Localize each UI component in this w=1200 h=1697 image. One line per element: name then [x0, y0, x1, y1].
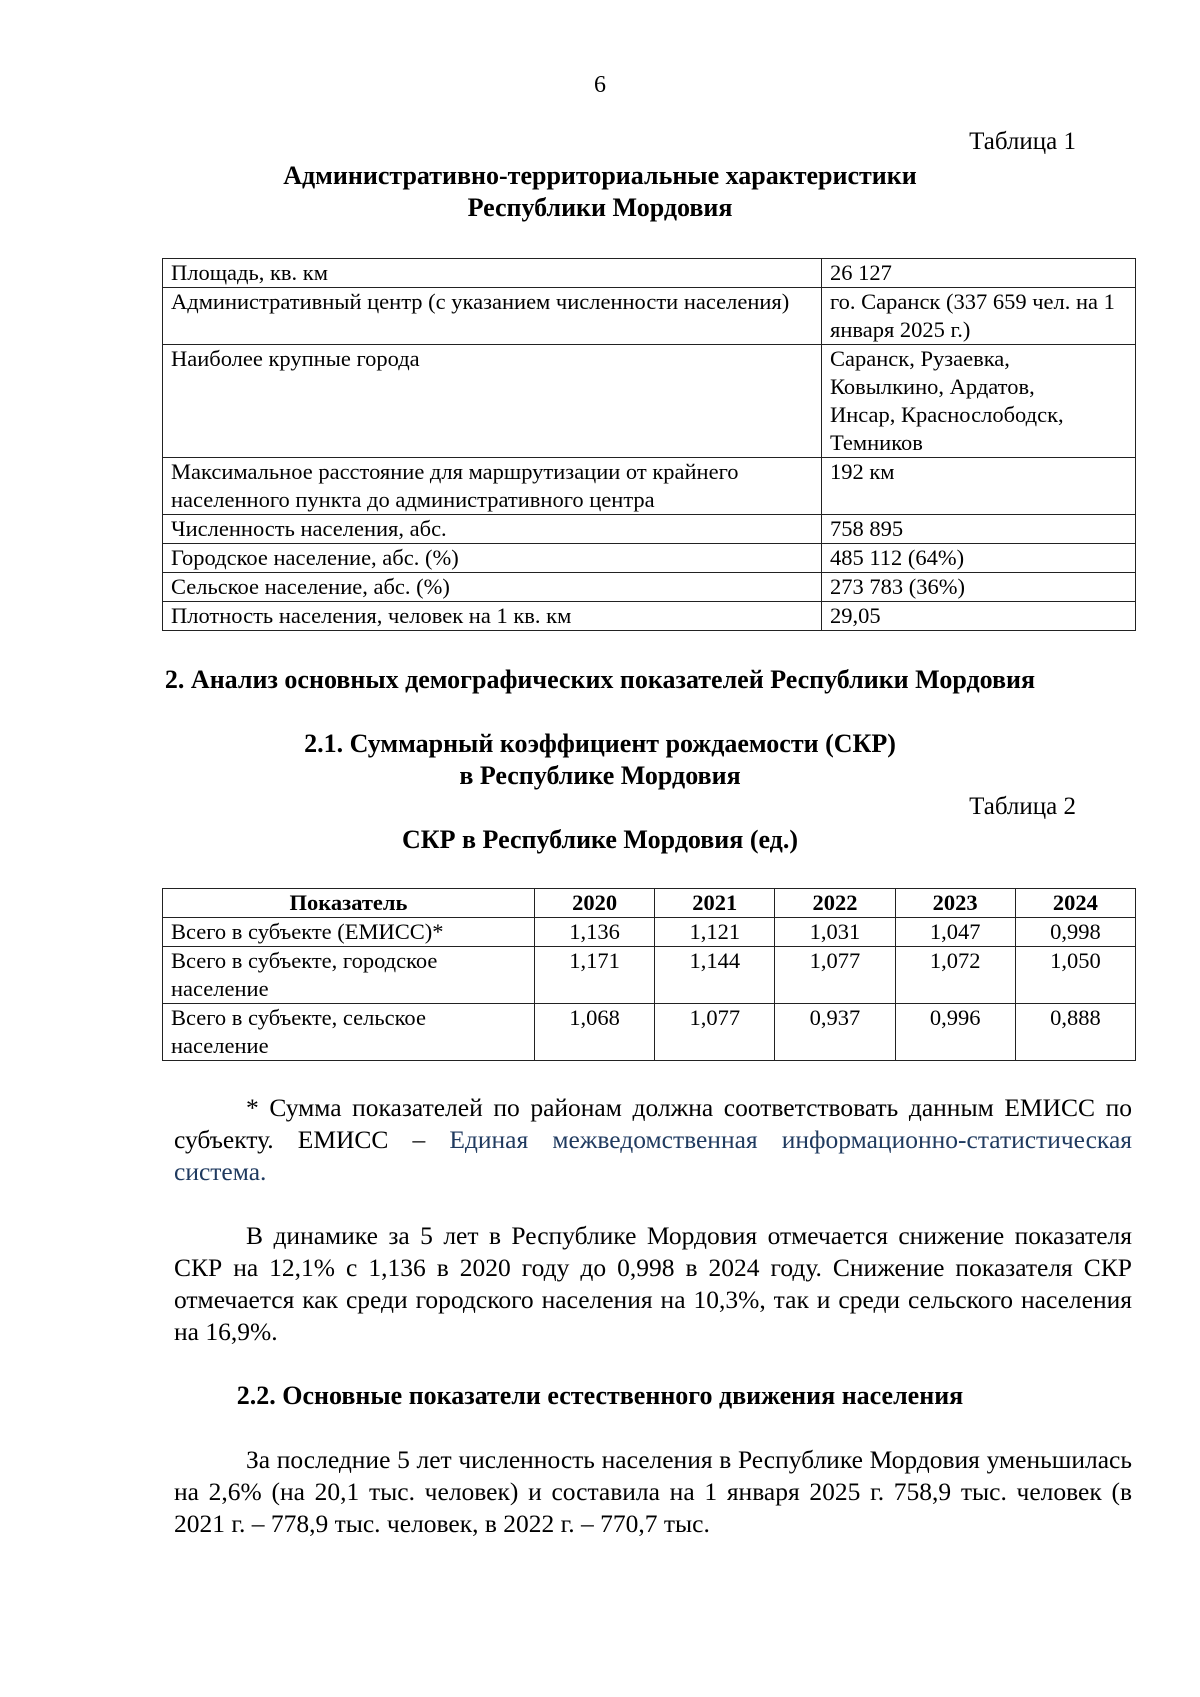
cell-value: 1,077: [775, 947, 895, 1004]
section21-heading-line: 2.1. Суммарный коэффициент рождаемости (СКР): [304, 729, 896, 758]
emiss-link[interactable]: Единая межведомственная информационно-статистическая система.: [174, 1125, 1132, 1186]
table2-label: Таблица 2: [969, 793, 1076, 820]
territorial-characteristics-table: [162, 258, 1136, 631]
row-value: 758 895: [822, 515, 1136, 544]
row-label: Городское население, абс. (%): [163, 544, 822, 573]
row-label: Максимальное расстояние для маршрутизации от крайнего населенного пункта до административного центра: [163, 458, 822, 515]
table1-title-line: Республики Мордовия: [467, 193, 733, 222]
cell-value: 0,998: [1015, 918, 1135, 947]
row-value: 29,05: [822, 602, 1136, 631]
column-header: 2022: [775, 889, 895, 918]
table-row: [163, 515, 1136, 544]
table2-title: СКР в Республике Мордовия (ед.): [402, 825, 798, 854]
column-header: 2020: [535, 889, 655, 918]
section21-heading-line: в Республике Мордовия: [459, 761, 741, 790]
row-label: Всего в субъекте (ЕМИСС)*: [163, 918, 535, 947]
row-label: Плотность населения, человек на 1 кв. км: [163, 602, 822, 631]
column-header: 2023: [895, 889, 1015, 918]
page-number: 6: [594, 72, 606, 98]
paragraph-fertility-dynamics: [174, 1220, 1132, 1348]
row-value: 485 112 (64%): [822, 544, 1136, 573]
row-label: Всего в субъекте, городское население: [163, 947, 535, 1004]
cell-value: 0,937: [775, 1004, 895, 1061]
row-value: го. Саранск (337 659 чел. на 1 января 2025 г.): [822, 288, 1136, 345]
cell-value: 1,031: [775, 918, 895, 947]
table-row: [163, 458, 1136, 515]
cell-value: 1,077: [655, 1004, 775, 1061]
table-row: [163, 1004, 1136, 1061]
row-value: Саранск, Рузаевка, Ковылкино, Ардатов, Инсар, Краснослободск, Темников: [822, 345, 1136, 458]
cell-value: 1,144: [655, 947, 775, 1004]
paragraph-text: За последние 5 лет численность населения в Республике Мордовия уменьшилась на 2,6% (на 20,1 тыс. человек) и составила на 1 января 2025 г. 758,9 тыс. человек (в 2021 г. – 778,9 тыс. человек, в 2022 г. – 770,7 тыс.: [174, 1445, 1132, 1538]
table-row: [163, 259, 1136, 288]
cell-value: 0,888: [1015, 1004, 1135, 1061]
cell-value: 1,050: [1015, 947, 1135, 1004]
paragraph-population: [174, 1444, 1132, 1540]
cell-value: 1,171: [535, 947, 655, 1004]
table-row: [163, 288, 1136, 345]
column-header: 2021: [655, 889, 775, 918]
table1-title-line: Административно-территориальные характеристики: [283, 161, 917, 190]
cell-value: 1,121: [655, 918, 775, 947]
column-header: 2024: [1015, 889, 1135, 918]
column-header: Показатель: [163, 889, 535, 918]
row-label: Административный центр (с указанием численности населения): [163, 288, 822, 345]
table-row: [163, 918, 1136, 947]
row-label: Площадь, кв. км: [163, 259, 822, 288]
table-row: [163, 947, 1136, 1004]
table-row: [163, 544, 1136, 573]
fertility-rate-table: [162, 888, 1136, 1061]
section2-heading: 2. Анализ основных демографических показателей Республики Мордовия: [164, 665, 1036, 694]
table-row: [163, 573, 1136, 602]
cell-value: 0,996: [895, 1004, 1015, 1061]
table-header-row: [163, 889, 1136, 918]
table1-title: [0, 160, 1200, 224]
cell-value: 1,047: [895, 918, 1015, 947]
row-label: Сельское население, абс. (%): [163, 573, 822, 602]
paragraph-text: В динамике за 5 лет в Республике Мордовия отмечается снижение показателя СКР на 12,1% с 1,136 в 2020 году до 0,998 в 2024 году. Снижение показателя СКР отмечается как среди городского населения на 10,3%, так и среди сельского населения на 16,9%.: [174, 1221, 1132, 1346]
table1-label: Таблица 1: [969, 128, 1076, 155]
table-row: [163, 345, 1136, 458]
row-label: Наиболее крупные города: [163, 345, 822, 458]
row-value: 26 127: [822, 259, 1136, 288]
footnote: [174, 1092, 1132, 1188]
section22-heading: 2.2. Основные показатели естественного движения населения: [236, 1381, 964, 1410]
cell-value: 1,136: [535, 918, 655, 947]
table-row: [163, 602, 1136, 631]
footnote-text: * Сумма показателей по районам должна соответствовать данным ЕМИСС по субъекту. ЕМИСС –: [174, 1093, 1132, 1154]
row-value: 192 км: [822, 458, 1136, 515]
cell-value: 1,068: [535, 1004, 655, 1061]
cell-value: 1,072: [895, 947, 1015, 1004]
row-label: Численность населения, абс.: [163, 515, 822, 544]
row-value: 273 783 (36%): [822, 573, 1136, 602]
row-label: Всего в субъекте, сельское население: [163, 1004, 535, 1061]
section21-heading: [0, 728, 1200, 792]
